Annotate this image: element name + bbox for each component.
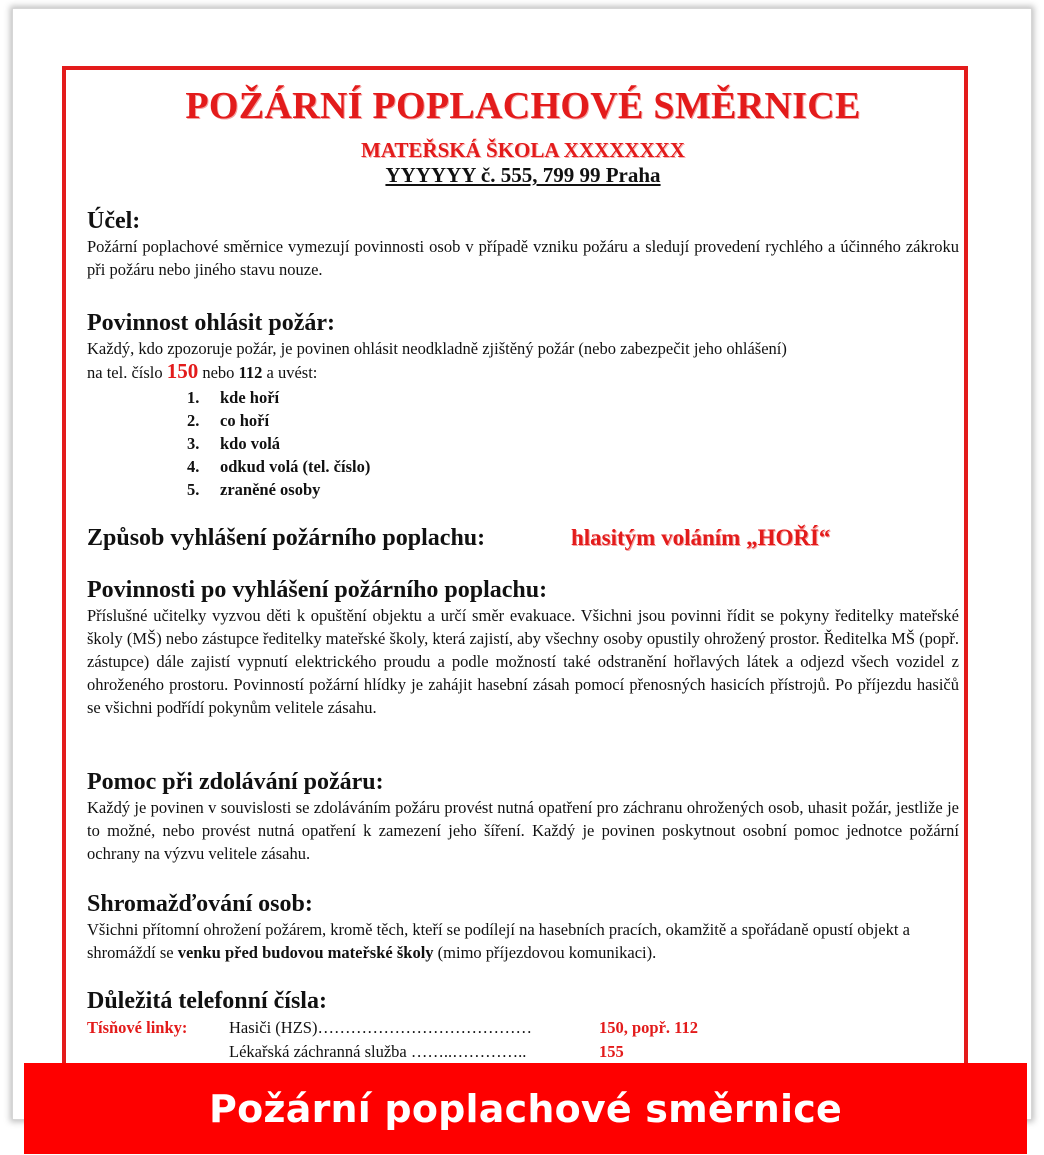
section-heading: Shromažďování osob: [87, 891, 313, 917]
section-text: Požární poplachové směrnice vymezují povinnosti osob v případě vzniku požáru a sledují provedení rychlého a účinného zákroku při požáru nebo jiného stavu nouze. [87, 237, 959, 279]
emergency-number-112: 112 [238, 363, 263, 382]
phone-number: 155 [599, 1042, 624, 1061]
section-telefony [87, 987, 959, 1015]
report-steps-list [187, 386, 370, 501]
section-text: Každý je povinen v souvislosti se zdoláváním požáru provést nutná opatření pro záchranu ohrožených osob, uhasit požár, jestliže je to možné, nebo provést nutná opatření k zamezení jeho šíření. Každý je povinen poskytnout osobní pomoc jednotce požární ochrany na výzvu velitele zásahu. [87, 798, 959, 863]
section-heading: Povinnosti po vyhlášení požárního poplachu: [87, 577, 548, 603]
table-row [87, 1040, 959, 1064]
section-text: Příslušné učitelky vyzvou děti k opuštění objektu a určí směr evakuace. Všichni jsou povinni řídit se pokyny ředitelky mateřské školy (MŠ) nebo zástupce ředitelky mateřské školy, která zajistí, aby všechny osoby opustily ohrožený prostor. Ředitelka MŠ (popř. zástupce) dále zajistí vypnutí elektrického proudu a podle možností také odstranění hořlavých látek a odjezd všech vozidel z ohroženého prostoru. Povinností požární hlídky je zahájit hasební zásah pomocí přenosných hasicích přístrojů. Po příjezdu hasičů se všichni podřídí pokynům velitele zásahu. [87, 606, 959, 717]
phone-number: 150, popř. 112 [599, 1018, 699, 1037]
caption-banner [24, 1063, 1027, 1154]
section-text: Každý, kdo zpozoruje požár, je povinen ohlásit neodkladně zjištěný požár (nebo zabezpečit jeho ohlášení) na tel. číslo 150 nebo 112 a uvést: [87, 339, 787, 383]
phone-table [87, 1016, 959, 1064]
banner-caption: Požární poplachové směrnice [209, 1086, 842, 1131]
document-title: POŽÁRNÍ POPLACHOVÉ SMĚRNICE [185, 85, 861, 127]
section-text: Všichni přítomní ohrožení požárem, kromě těch, kteří se podílejí na hasebních pracích, okamžitě a spořádaně opustí objekt a shromáždí se venku před budovou mateřské školy (mimo příjezdovou komunikaci). [87, 920, 910, 962]
list-item: 5. zraněné osoby [187, 480, 321, 499]
phone-service: Hasiči (HZS)………………………………… [229, 1018, 532, 1037]
school-address: YYYYYY č. 555, 799 99 Praha [385, 163, 661, 187]
section-heading: Způsob vyhlášení požárního poplachu: [87, 525, 486, 551]
phone-category: Tísňové linky: [87, 1018, 188, 1037]
section-heading: Účel: [87, 208, 141, 234]
list-item: 2. co hoří [187, 411, 270, 430]
section-heading: Důležitá telefonní čísla: [87, 988, 327, 1014]
list-item: 4. odkud volá (tel. číslo) [187, 457, 371, 476]
assembly-point: venku před budovou mateřské školy [177, 943, 434, 962]
section-heading: Povinnost ohlásit požár: [87, 310, 336, 336]
document-header [87, 84, 959, 188]
table-row [87, 1016, 959, 1040]
section-pomoc [87, 768, 959, 865]
section-heading: Pomoc při zdolávání požáru: [87, 769, 384, 795]
section-povinnosti [87, 576, 959, 719]
school-name: MATEŘSKÁ ŠKOLA XXXXXXXX [361, 138, 685, 162]
section-zpusob [87, 524, 959, 556]
list-item: 3. kdo volá [187, 434, 281, 453]
section-ucel [87, 207, 959, 281]
section-shromazdovani [87, 890, 959, 964]
alarm-method: hlasitým voláním „HOŘÍ“ [571, 525, 831, 550]
section-ohlasit [87, 309, 959, 384]
phone-service: Lékařská záchranná služba ……..………….. [229, 1042, 527, 1061]
list-item: 1. kde hoří [187, 388, 280, 407]
emergency-number-150: 150 [166, 359, 199, 383]
